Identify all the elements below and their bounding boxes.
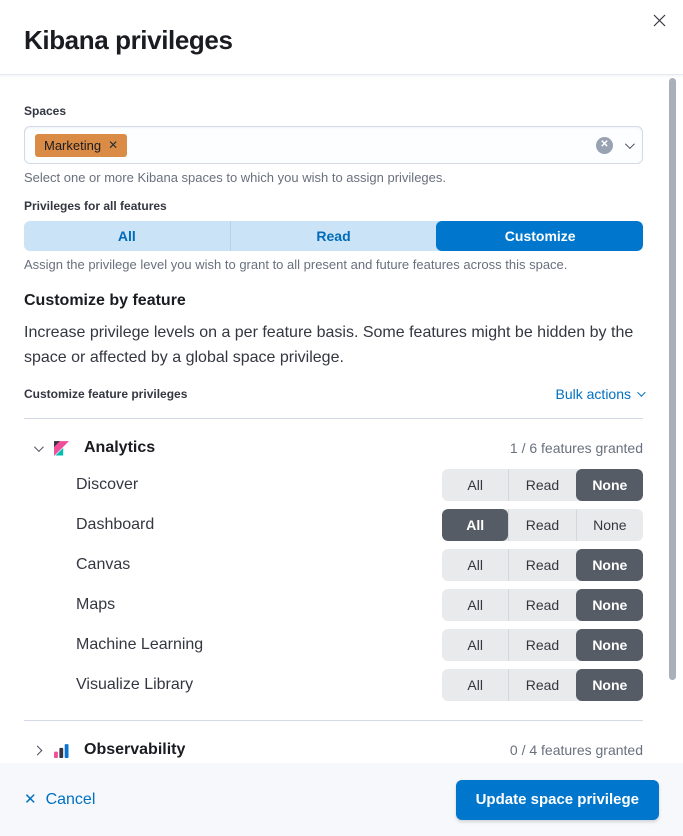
feature-name: Machine Learning [76,636,204,653]
bulk-actions-label: Bulk actions [555,386,631,402]
feature-row-machine-learning [24,625,643,665]
privilege-none-button[interactable]: None [576,469,643,501]
privilege-read-button[interactable]: Read [508,629,575,661]
divider [24,418,643,419]
base-privilege-button-group [24,221,643,251]
feature-row-dashboard [24,505,643,545]
category-row-analytics[interactable] [24,431,643,465]
scrollbar-thumb[interactable] [669,78,676,680]
modal-title: Kibana privileges [24,25,233,55]
feature-row-visualize-library [24,665,643,705]
category-granted-count: 0 / 4 features granted [509,742,643,758]
privilege-all-button[interactable]: All [442,509,508,541]
feature-name: Canvas [76,556,131,573]
space-badge-marketing[interactable] [35,134,127,157]
category-name: Analytics [84,439,156,456]
feature-row-canvas [24,545,643,585]
accordion-chevron-icon[interactable] [32,745,42,755]
spaces-help-text: Select one or more Kibana spaces to which you wish to assign privileges. [24,170,446,185]
privilege-all-button[interactable]: All [442,589,508,621]
privilege-button-group [442,509,643,541]
chevron-down-icon[interactable] [625,139,635,149]
modal-footer [0,763,683,836]
privilege-read-button[interactable]: Read [508,549,575,581]
privilege-read-button[interactable]: Read [508,669,575,701]
spaces-combobox[interactable] [24,126,643,164]
modal-body [0,75,683,763]
feature-table-label: Customize feature privileges [24,387,188,401]
privilege-none-button[interactable]: None [576,549,643,581]
cancel-label: Cancel [45,790,96,808]
cancel-x-icon: ✕ [24,791,37,808]
close-icon [653,14,666,30]
observability-bars-icon [53,742,70,759]
privilege-button-group [442,469,643,501]
category-row-observability[interactable] [24,733,643,763]
privilege-read-button[interactable]: Read [508,509,575,541]
close-button[interactable] [645,8,673,36]
badge-remove-icon[interactable]: ✕ [108,138,119,152]
spaces-label: Spaces [24,104,67,118]
customize-heading: Customize by feature [24,292,186,309]
base-privilege-label: Privileges for all features [24,199,167,213]
space-badge-label: Marketing [44,137,102,153]
cancel-button[interactable] [24,791,95,809]
feature-name: Dashboard [76,516,155,533]
divider [24,720,643,721]
privilege-all-button[interactable]: All [442,549,508,581]
privilege-read-button[interactable]: Read [508,589,575,621]
base-privilege-all-button[interactable]: All [24,221,230,251]
privilege-all-button[interactable]: All [442,669,508,701]
privilege-button-group [442,669,643,701]
base-privilege-read-button[interactable]: Read [230,221,437,251]
customize-description: Increase privilege levels on a per feature basis. Some features might be hidden by the space or affected by a global space privilege. [24,324,634,366]
privilege-all-button[interactable]: All [442,629,508,661]
privilege-none-button[interactable]: None [576,509,643,541]
privilege-all-button[interactable]: All [442,469,508,501]
category-name: Observability [84,741,186,758]
privilege-read-button[interactable]: Read [508,469,575,501]
privilege-none-button[interactable]: None [576,669,643,701]
privilege-button-group [442,589,643,621]
feature-row-discover [24,465,643,505]
feature-row-maps [24,585,643,625]
privilege-button-group [442,629,643,661]
kibana-analytics-icon [53,440,70,457]
feature-name: Maps [76,596,116,613]
feature-name: Discover [76,476,139,493]
feature-name: Visualize Library [76,676,194,693]
privilege-none-button[interactable]: None [576,629,643,661]
accordion-chevron-icon[interactable] [33,442,43,452]
base-privilege-help-text: Assign the privilege level you wish to grant to all present and future features across this space. [24,257,568,272]
bulk-actions-button[interactable] [556,386,643,402]
base-privilege-customize-button[interactable]: Customize [436,221,643,251]
chevron-down-icon [637,388,645,396]
privilege-button-group [442,549,643,581]
update-space-privilege-button[interactable]: Update space privilege [456,780,659,820]
category-granted-count: 1 / 6 features granted [509,440,643,456]
clear-selection-button[interactable]: ✕ [596,137,613,154]
privilege-none-button[interactable]: None [576,589,643,621]
modal-header [0,0,683,75]
